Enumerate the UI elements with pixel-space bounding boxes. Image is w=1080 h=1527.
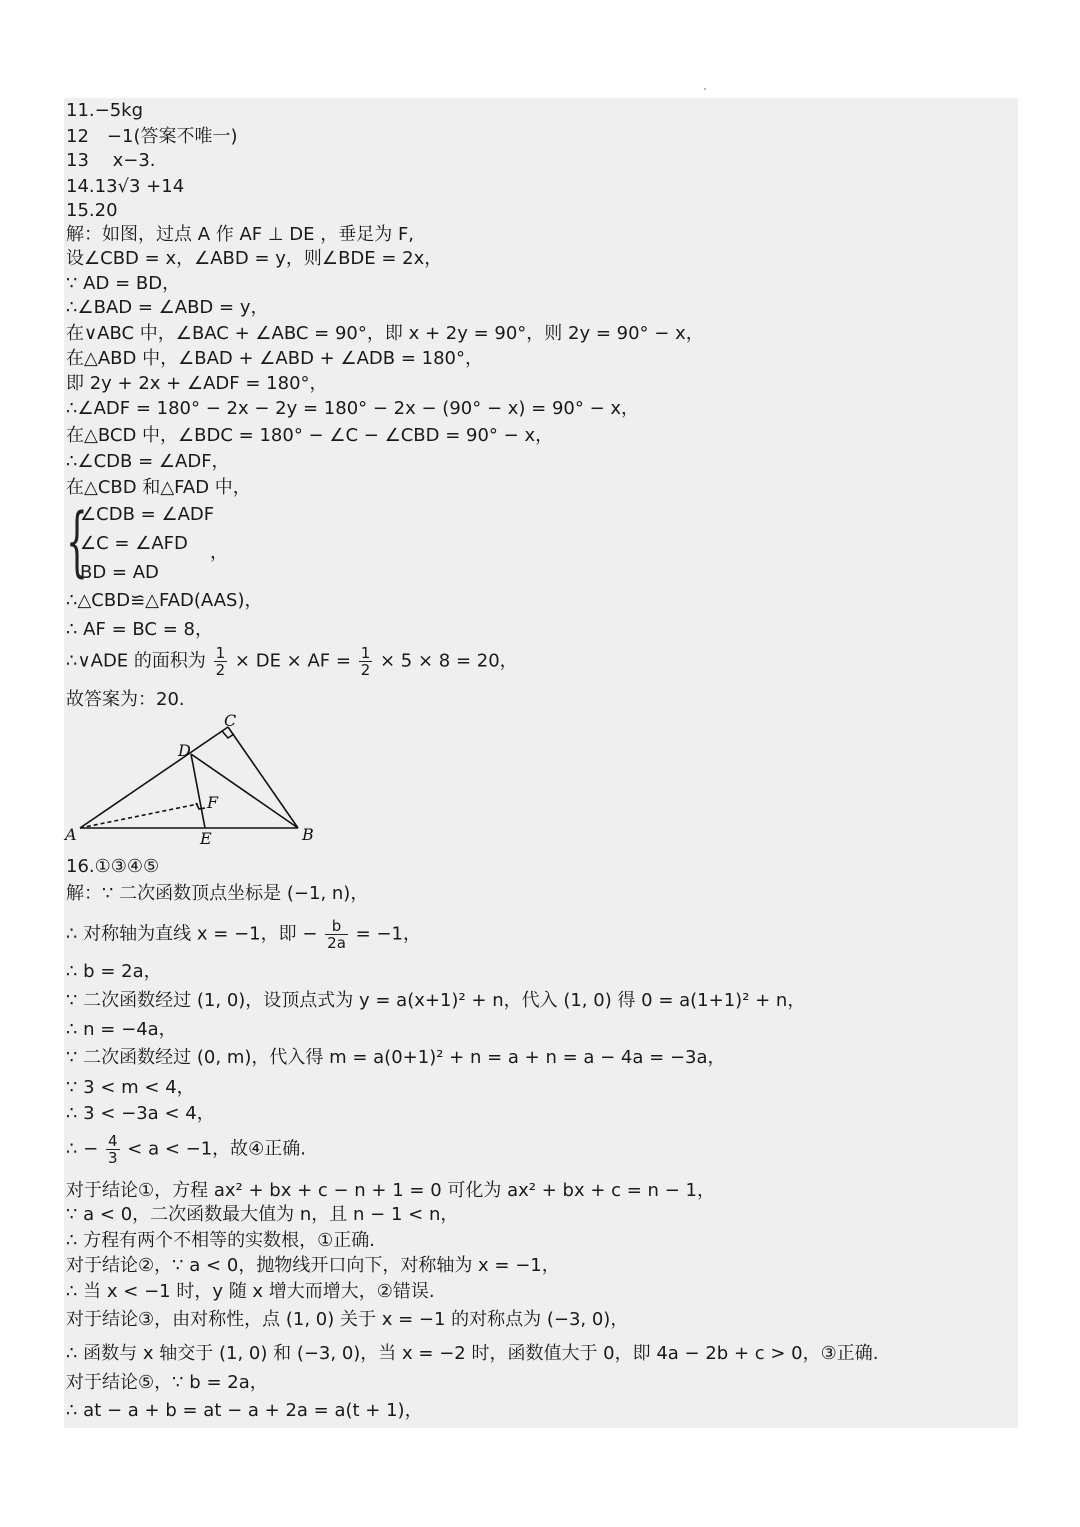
answer-16: 16.①③④⑤ bbox=[66, 856, 160, 877]
solution-line: ∴ AF = BC = 8， bbox=[66, 619, 213, 640]
solution-line: 在∨ABC 中，∠BAC + ∠ABC = 90°，即 x + 2y = 90°，则 2y = 90° − x， bbox=[66, 323, 704, 344]
answer-11: 11.−5kg bbox=[66, 100, 144, 121]
answer-15: 15.20 bbox=[66, 200, 118, 221]
fraction-numerator: b bbox=[325, 918, 348, 935]
solution-line: ∴ n = −4a， bbox=[66, 1019, 177, 1040]
axis-suffix: = −1， bbox=[355, 923, 421, 945]
label-A: A bbox=[65, 825, 77, 844]
solution-line: 解：∵ 二次函数顶点坐标是 (−1, n)， bbox=[66, 883, 369, 904]
label-D: D bbox=[178, 741, 191, 760]
solution-line: ∴ 方程有两个不相等的实数根，①正确. bbox=[66, 1230, 376, 1251]
range-line bbox=[66, 1133, 306, 1166]
solution-line: 在△CBD 和△FAD 中， bbox=[66, 477, 251, 498]
solution-line: 对于结论③，由对称性，点 (1, 0) 关于 x = −1 的对称点为 (−3, 0)， bbox=[66, 1309, 629, 1330]
solution-line: ∴∠ADF = 180° − 2x − 2y = 180° − 2x − (90° − x) = 90° − x， bbox=[66, 398, 640, 419]
solution-line: ∴△CBD≌△FAD(AAS)， bbox=[66, 590, 263, 611]
label-F: F bbox=[207, 793, 219, 812]
solution-line: 对于结论①，方程 ax² + bx + c − n + 1 = 0 可化为 ax² + bx + c = n − 1， bbox=[66, 1180, 715, 1201]
solution-line: ∴ b = 2a， bbox=[66, 961, 162, 982]
solution-line: 对于结论⑤，∵ b = 2a， bbox=[66, 1372, 268, 1393]
segment-AC bbox=[80, 727, 228, 828]
solution-line: ∵ 二次函数经过 (0, m)，代入得 m = a(0+1)² + n = a + n = a − 4a = −3a， bbox=[66, 1047, 726, 1068]
system-brace: { bbox=[66, 496, 88, 585]
axis-line bbox=[66, 918, 421, 951]
solution-line: 在△ABD 中，∠BAD + ∠ABD + ∠ADB = 180°， bbox=[66, 348, 483, 369]
answer-12: 12 −1(答案不唯一) bbox=[66, 126, 238, 147]
solution-line: ∴ 当 x < −1 时，y 随 x 增大而增大，②错误. bbox=[66, 1281, 435, 1302]
fraction bbox=[359, 645, 373, 678]
system-comma: ， bbox=[210, 542, 228, 563]
solution-line: 解：如图，过点 A 作 AF ⊥ DE ，垂足为 F, bbox=[66, 224, 415, 245]
solution-line: 对于结论②，∵ a < 0，抛物线开口向下，对称轴为 x = −1， bbox=[66, 1255, 560, 1276]
solution-line: 设∠CBD = x，∠ABD = y，则∠BDE = 2x， bbox=[66, 248, 443, 269]
scan-dot bbox=[704, 88, 706, 90]
segment-CB bbox=[228, 727, 298, 828]
solution-line: ∵ 3 < m < 4， bbox=[66, 1077, 195, 1098]
range-suffix: < a < −1，故④正确. bbox=[127, 1138, 307, 1160]
fraction-denominator: 2 bbox=[360, 661, 371, 679]
area-suffix: × 5 × 8 = 20， bbox=[379, 650, 518, 672]
system-eq-1: ∠CDB = ∠ADF bbox=[80, 504, 215, 525]
label-E: E bbox=[200, 829, 212, 848]
answer-line: 故答案为：20. bbox=[66, 689, 185, 710]
solution-line: ∵ 二次函数经过 (1, 0)，设顶点式为 y = a(x+1)² + n，代入 (1, 0) 得 0 = a(1+1)² + n， bbox=[66, 990, 806, 1011]
triangle-figure bbox=[62, 710, 332, 850]
solution-line: ∵ a < 0，二次函数最大值为 n，且 n − 1 < n， bbox=[66, 1204, 459, 1225]
system-eq-2: ∠C = ∠AFD bbox=[80, 533, 188, 554]
area-mid: × DE × AF = bbox=[234, 650, 351, 672]
range-prefix: ∴ − bbox=[66, 1138, 99, 1160]
fraction bbox=[325, 918, 348, 951]
answer-13: 13 x−3. bbox=[66, 150, 156, 171]
fraction bbox=[214, 645, 228, 678]
answer-14: 14.13√3 +14 bbox=[66, 176, 185, 197]
area-line bbox=[66, 645, 518, 678]
label-C: C bbox=[224, 711, 237, 730]
solution-line: ∴ 函数与 x 轴交于 (1, 0) 和 (−3, 0)，当 x = −2 时，函数值大于 0，即 4a − 2b + c > 0，③正确. bbox=[66, 1343, 879, 1364]
solution-line: ∵ AD = BD， bbox=[66, 273, 181, 294]
fraction-denominator: 2 bbox=[215, 661, 226, 679]
label-B: B bbox=[302, 825, 314, 844]
fraction-denominator: 3 bbox=[108, 1149, 118, 1167]
area-prefix: ∴∨ADE 的面积为 bbox=[66, 650, 206, 672]
fraction-denominator: 2a bbox=[327, 934, 346, 952]
solution-line: ∴∠CDB = ∠ADF， bbox=[66, 451, 230, 472]
fraction-numerator: 4 bbox=[108, 1132, 118, 1150]
axis-prefix: ∴ 对称轴为直线 x = −1，即 − bbox=[66, 923, 318, 945]
fraction bbox=[106, 1133, 120, 1166]
solution-line: 在△BCD 中，∠BDC = 180° − ∠C − ∠CBD = 90° − x， bbox=[66, 425, 554, 446]
solution-line: ∴ at − a + b = at − a + 2a = a(t + 1)， bbox=[66, 1400, 423, 1421]
system-eq-3: BD = AD bbox=[80, 562, 159, 583]
fraction-numerator: 1 bbox=[215, 644, 226, 662]
solution-line: 即 2y + 2x + ∠ADF = 180°， bbox=[66, 373, 328, 394]
segment-DB bbox=[191, 754, 298, 828]
solution-line: ∴ 3 < −3a < 4， bbox=[66, 1103, 215, 1124]
segment-DE bbox=[191, 754, 205, 828]
fraction-numerator: 1 bbox=[360, 644, 371, 662]
solution-line: ∴∠BAD = ∠ABD = y， bbox=[66, 297, 269, 318]
